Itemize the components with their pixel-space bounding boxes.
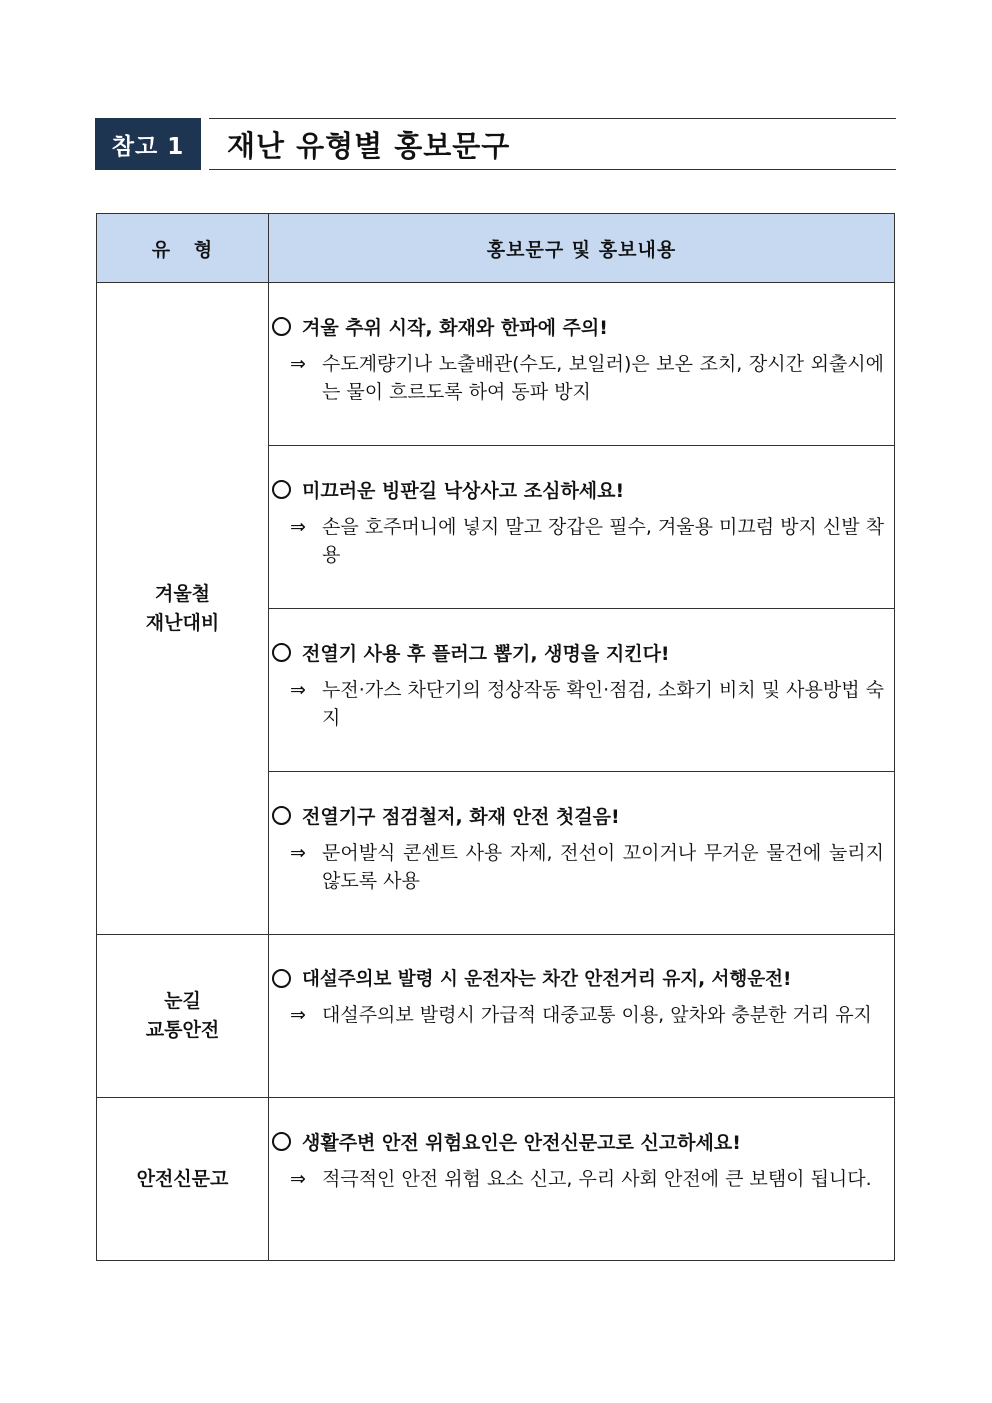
circle-bullet-icon: [272, 806, 291, 825]
type-label-line1: 안전신문고: [136, 1167, 229, 1190]
type-label-line1: 겨울철: [154, 582, 211, 605]
circle-bullet-icon: [272, 643, 291, 662]
message-detail: [272, 839, 884, 895]
table-header-row: [97, 214, 895, 283]
table-row: [97, 283, 895, 446]
message-detail: [272, 676, 884, 732]
message-headline: [272, 1128, 884, 1155]
header-bottom-rule: [209, 169, 896, 170]
double-arrow-icon: ⇒: [290, 1168, 306, 1190]
table-row: [97, 1098, 895, 1261]
double-arrow-icon: ⇒: [290, 353, 306, 375]
detail-text: 적극적인 안전 위험 요소 신고, 우리 사회 안전에 큰 보탬이 됩니다.: [322, 1168, 872, 1190]
headline-text: 전열기구 점검철저, 화재 안전 첫걸음!: [302, 806, 620, 828]
message-headline: [272, 965, 884, 991]
headline-text: 대설주의보 발령 시 운전자는 차간 안전거리 유지, 서행운전!: [302, 969, 792, 990]
headline-text: 겨울 추위 시작, 화재와 한파에 주의!: [302, 317, 608, 339]
section-header: [95, 118, 896, 170]
message-detail: [272, 1165, 884, 1193]
headline-text: 전열기 사용 후 플러그 뽑기, 생명을 지킨다!: [302, 643, 670, 665]
double-arrow-icon: ⇒: [290, 679, 306, 701]
headline-text: 생활주변 안전 위험요인은 안전신문고로 신고하세요!: [302, 1132, 741, 1154]
message-detail: [272, 350, 884, 406]
message-cell: [269, 283, 895, 446]
type-label-line2: 교통안전: [145, 1019, 220, 1041]
page-title: 재난 유형별 홍보문구: [227, 128, 511, 163]
detail-text: 손을 호주머니에 넣지 말고 장갑은 필수, 겨울용 미끄럼 방지 신발 착용: [322, 516, 884, 566]
message-cell: [269, 935, 895, 1098]
double-arrow-icon: ⇒: [290, 1004, 306, 1026]
double-arrow-icon: ⇒: [290, 842, 306, 864]
message-headline: [272, 313, 884, 340]
circle-bullet-icon: [272, 1132, 291, 1151]
message-headline: [272, 639, 884, 666]
message-headline: [272, 802, 884, 829]
message-headline: [272, 476, 884, 503]
detail-text: 수도계량기나 노출배관(수도, 보일러)은 보온 조치, 장시간 외출시에는 물이 흐르도록 하여 동파 방지: [322, 353, 884, 403]
circle-bullet-icon: [272, 969, 291, 988]
message-cell: [269, 609, 895, 772]
circle-bullet-icon: [272, 480, 291, 499]
circle-bullet-icon: [272, 317, 291, 336]
type-cell-safety-report: [97, 1098, 269, 1261]
type-cell-winter: [97, 283, 269, 935]
column-header-type: 유 형: [97, 214, 269, 283]
detail-text: 누전·가스 차단기의 정상작동 확인·점검, 소화기 비치 및 사용방법 숙지: [322, 679, 884, 729]
message-cell: [269, 1098, 895, 1261]
type-label-line2: 재난대비: [145, 611, 220, 634]
message-detail: [272, 513, 884, 569]
type-label-line1: 눈길: [164, 990, 201, 1012]
promo-table: [96, 213, 895, 1261]
type-cell-snow-traffic: [97, 935, 269, 1098]
message-cell: [269, 772, 895, 935]
detail-text: 문어발식 콘센트 사용 자제, 전선이 꼬이거나 무거운 물건에 눌리지 않도록 사용: [322, 842, 884, 892]
double-arrow-icon: ⇒: [290, 516, 306, 538]
column-header-message: 홍보문구 및 홍보내용: [269, 214, 895, 283]
headline-text: 미끄러운 빙판길 낙상사고 조심하세요!: [302, 480, 625, 502]
message-cell: [269, 446, 895, 609]
detail-text: 대설주의보 발령시 가급적 대중교통 이용, 앞차와 충분한 거리 유지: [322, 1004, 872, 1026]
message-detail: [272, 1001, 884, 1029]
table-row: [97, 935, 895, 1098]
reference-badge: 참고 1: [95, 118, 201, 170]
